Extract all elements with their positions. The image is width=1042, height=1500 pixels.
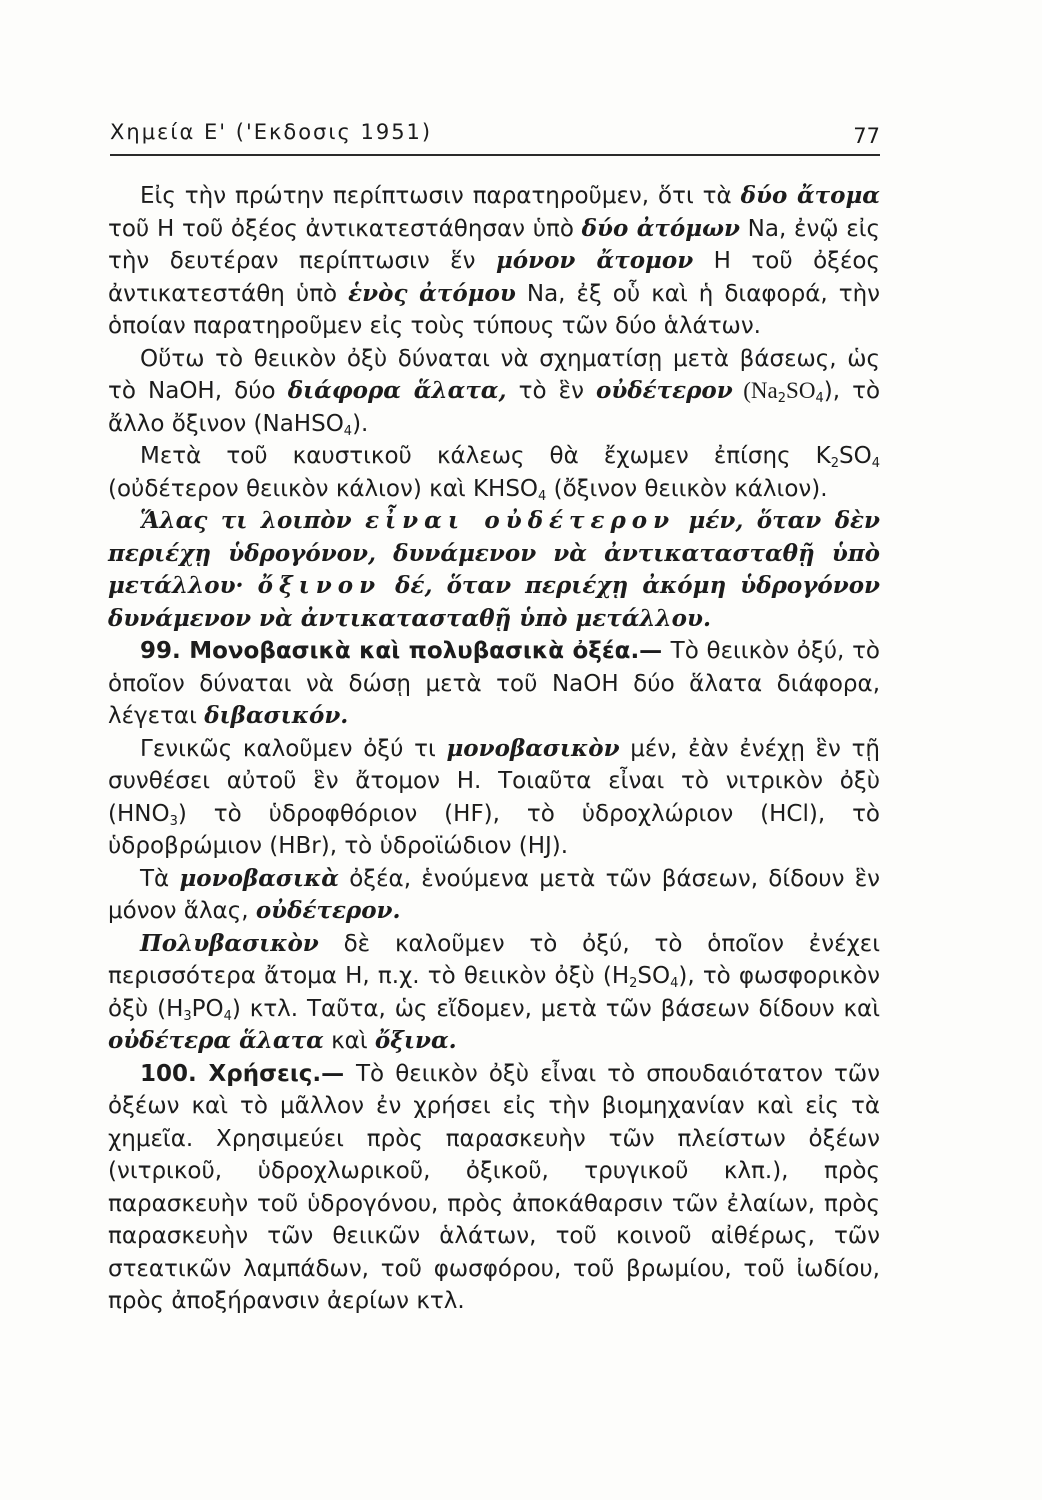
paragraph-potassium-salts: Μετὰ τοῦ καυστικοῦ κάλεως θὰ ἔχωμεν ἐπίσης $K_2SO_4$ (οὐδέτερον θειικὸν κάλιον) καὶ $KHSO_4$ (ὄξινον θειικὸν κάλιον).: [108, 443, 880, 504]
section-heading: Μονοβασικὰ καὶ πολυβασικὰ ὀξέα.—: [180, 638, 671, 664]
page-body: [108, 180, 880, 1318]
page-header: [110, 118, 880, 156]
paragraph-monobasic-salts: Τὰ μονοβασικὰ ὀξέα, ἑνούμενα μετὰ τῶν βάσεων, δίδουν ἓν μόνον ἅλας, οὐδέτερον.: [108, 864, 880, 924]
section-100: 100. Χρήσεις.— Τὸ θειικὸν ὀξὺ εἶναι τὸ σπουδαιότατον τῶν ὀξέων καὶ τὸ μᾶλλον ἐν χρήσει εἰς τὴν βιομηχανίαν καὶ εἰς τὰ χημεῖα. Χρησιμεύει πρὸς παρασκευὴν τῶν πλείστων ὀξέων (νιτρικοῦ, ὑδροχλωρικοῦ, ὀξικοῦ, τρυγικοῦ κλπ.), πρὸς παρασκευὴν τοῦ ὑδρογόνου, πρὸς ἀποκάθαρσιν τῶν ἐλαίων, πρὸς παρασκευὴν τῶν θειικῶν ἁλάτων, τοῦ κοινοῦ αἰθέρως, τῶν στεατικῶν λαμπάδων, τοῦ φωσφόρου, τοῦ βρωμίου, τοῦ ἰωδίου, πρὸς ἀποξήρανσιν ἀερίων κτλ.: [108, 1060, 880, 1314]
paragraph-sulfuric-salts: Οὕτω τὸ θειικὸν ὀξὺ δύναται νὰ σχηματίσῃ μετὰ βάσεως, ὡς τὸ NaOH, δύο διάφορα ἅλατα, τὸ ἓν οὐδέτερον $(Na_2SO_4)$, τὸ ἄλλο ὄξινον (NaHSO$_4$).: [108, 345, 881, 439]
section-number: 99.: [140, 638, 181, 664]
paragraph-monobasic: Γενικῶς καλοῦμεν ὀξύ τι μονοβασικὸν μέν, ἐὰν ἐνέχῃ ἓν τῇ συνθέσει αὐτοῦ ἓν ἄτομον Η. Τοιαῦτα εἶναι τὸ νιτρικὸν ὀξὺ $(HNO_3)$ τὸ ὑδροφθόριον (HF), τὸ ὑδροχλώριον (HCl), τὸ ὑδροβρώμιον (HBr), τὸ ὑδροϊώδιον (HJ).: [108, 734, 881, 859]
paragraph-polybasic: Πολυβασικὸν δὲ καλοῦμεν τὸ ὀξύ, τὸ ὁποῖον ἐνέχει περισσότερα ἄτομα Η, π.χ. τὸ θειικὸν ὀξὺ $(H_2SO_4)$, τὸ φωσφορικὸν ὀξὺ $(H_3PO_4)$ κτλ. Ταῦτα, ὡς εἴδομεν, μετὰ τῶν βάσεων δίδουν καὶ οὐδέτερα ἅλατα καὶ ὄξινα.: [108, 929, 880, 1054]
page-number: 77: [853, 124, 880, 148]
paragraph-replacement-explanation: Εἰς τὴν πρώτην περίπτωσιν παρατηροῦμεν, ὅτι τὰ δύο ἄτομα τοῦ Η τοῦ ὀξέος ἀντικατεστάθησαν ὑπὸ δύο ἀτόμων Na, ἐνῷ εἰς τὴν δευτέραν περίπτωσιν ἕν μόνον ἄτομον Η τοῦ ὀξέος ἀντικατεστάθη ὑπὸ ἑνὸς ἀτόμου Na, ἐξ οὗ καὶ ἡ διαφορά, τὴν ὁποίαν παρατηροῦμεν εἰς τοὺς τύπους τῶν δύο ἁλάτων.: [108, 182, 881, 339]
rule-definition: Ἅλας τι λοιπὸν εἶναι οὐδέτερον μέν, ὅταν δὲν περιέχῃ ὑδρογόνον, δυνάμενον νὰ ἀντικατασταθῇ ὑπὸ μετάλλου· ὄξινον δέ, ὅταν περιέχῃ ἀκόμη ὑδρογόνον δυνάμενον νὰ ἀντικατασταθῇ ὑπὸ μετάλλου.: [108, 507, 881, 632]
running-title: Χημεία Ε' ('Εκδοσις 1951): [110, 120, 433, 144]
section-number: 100.: [140, 1060, 197, 1087]
section-heading: Χρήσεις.—: [196, 1060, 356, 1087]
section-99: 99. Μονοβασικὰ καὶ πολυβασικὰ ὀξέα.— Τὸ θειικὸν ὀξύ, τὸ ὁποῖον δύναται νὰ δώσῃ μετὰ τοῦ NaOH δύο ἅλατα διάφορα, λέγεται διβασικόν.: [108, 638, 880, 729]
